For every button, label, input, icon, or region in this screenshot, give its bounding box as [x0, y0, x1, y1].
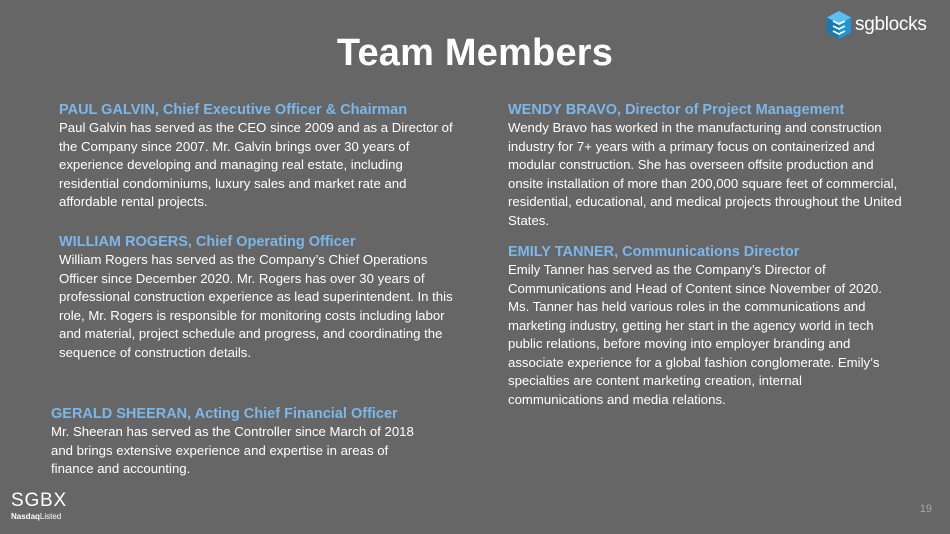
- member-heading: EMILY TANNER, Communications Director: [508, 244, 800, 260]
- team-member-wendy-bravo: [508, 101, 903, 230]
- member-heading: WILLIAM ROGERS, Chief Operating Officer: [59, 234, 356, 250]
- team-member-paul-galvin: [59, 101, 464, 212]
- member-heading: WENDY BRAVO, Director of Project Management: [508, 102, 845, 118]
- team-member-gerald-sheeran: [51, 405, 431, 479]
- team-member-emily-tanner: [508, 243, 900, 409]
- page-title: Team Members: [336, 32, 614, 74]
- ticker-symbol: SGBX: [11, 490, 67, 511]
- nasdaq-listing-badge: [11, 491, 67, 521]
- member-bio: William Rogers has served as the Company’s Chief Operations Officer since December 2020. Mr. Rogers has over 30 years of professional construction experience as lead superintendent. In this role, Mr. Rogers is responsible for monitoring costs including labor and material, project schedule and progress, and coordinating the sequence of construction details.: [59, 252, 453, 360]
- exchange-listed: Listed: [39, 512, 62, 521]
- page-number: 19: [919, 503, 932, 515]
- member-bio: Emily Tanner has served as the Company’s Director of Communications and Head of Content since November of 2020. Ms. Tanner has held various roles in the communications and marketing industry, getting her start in the agency world in tech public relations, before moving into employer branding and associate experience for a global fashion conglomerate. Emily’s specialties are content marketing creation, internal communications and media relations.: [508, 262, 882, 407]
- exchange-label: [11, 512, 67, 521]
- team-member-william-rogers: [59, 233, 454, 362]
- logo-text: sgblocks: [855, 14, 927, 35]
- member-bio: Mr. Sheeran has served as the Controller since March of 2018 and brings extensive experience and expertise in areas of finance and accounting.: [51, 424, 414, 476]
- member-bio: Wendy Bravo has worked in the manufacturing and construction industry for 7+ years with a primary focus on containerized and modular construction. She has overseen offsite production and onsite installation of more than 200,000 square feet of commercial, residential, educational, and medical projects throughout the United States.: [508, 120, 902, 228]
- member-bio: Paul Galvin has served as the CEO since 2009 and as a Director of the Company since 2007. Mr. Galvin brings over 30 years of experience developing and managing real estate, including residential condominiums, luxury sales and market rate and affordable rental projects.: [59, 120, 453, 209]
- member-heading: GERALD SHEERAN, Acting Chief Financial Officer: [51, 406, 398, 422]
- member-heading: PAUL GALVIN, Chief Executive Officer & Chairman: [59, 102, 408, 118]
- exchange-name: Nasdaq: [11, 512, 40, 521]
